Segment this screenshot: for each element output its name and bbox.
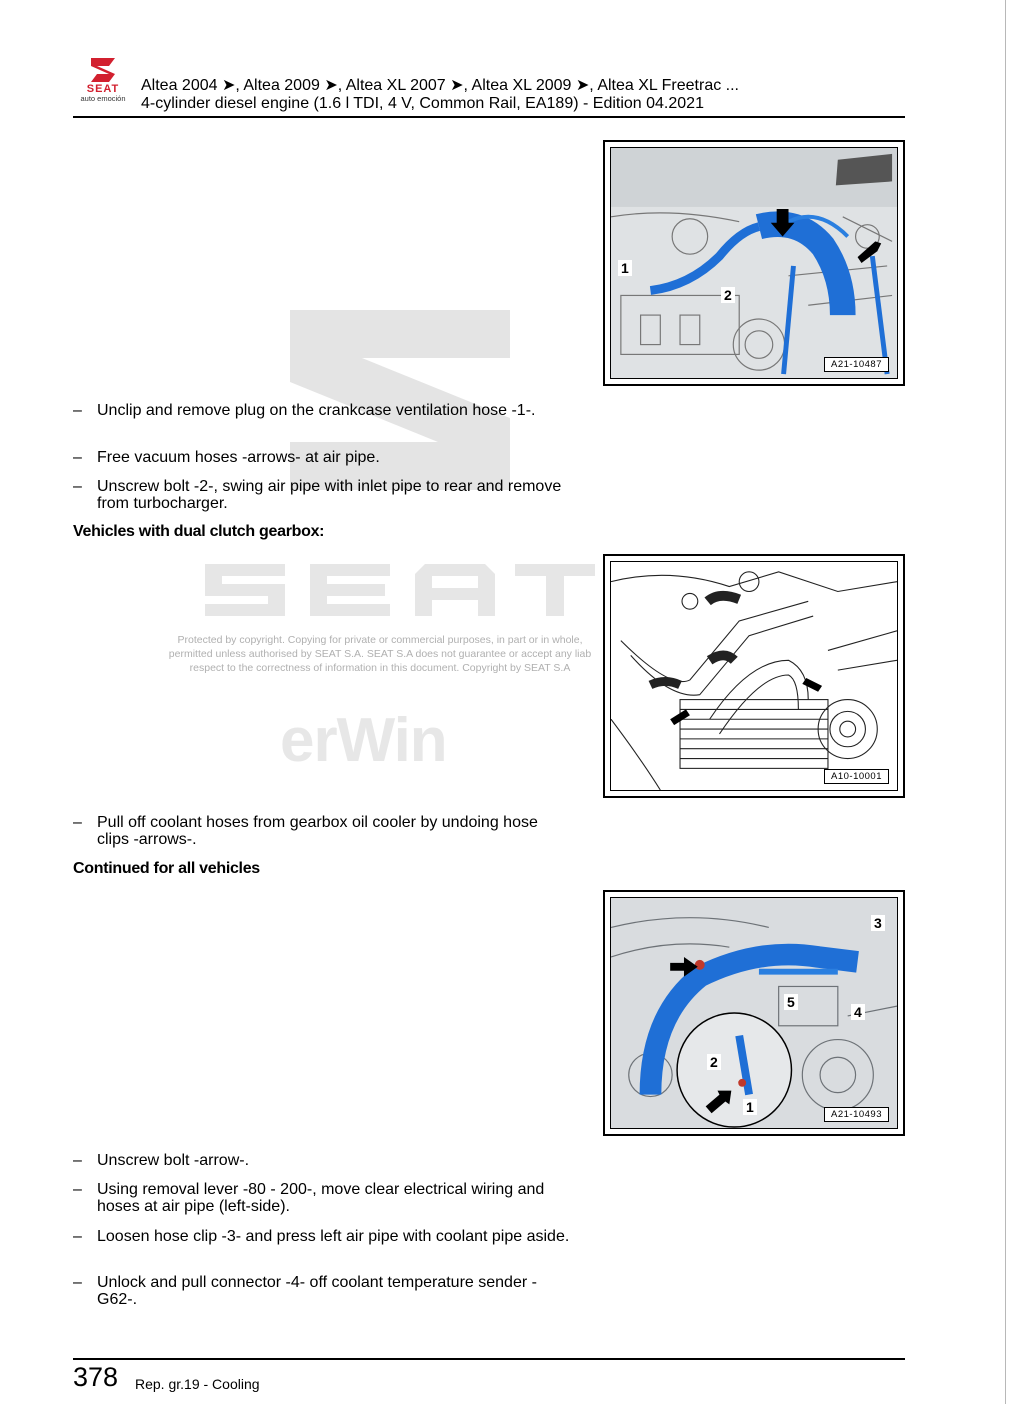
logo-tagline: auto emoción [80,94,126,103]
figure-id: A21-10487 [824,357,889,372]
figure-image [610,147,898,379]
callout-1: 1 [618,260,632,276]
watermark-copyright: Protected by copyright. Copying for private or commercial purposes, in part or in whole, permitted unless authorised by SEAT S.A. SEAT S.A does not guarantee or accept any liab respect to the correctness of information in this document. Copyright by SEAT S.A [168,634,592,674]
footer-section: Rep. gr.19 - Cooling [135,1376,260,1392]
figure-crankcase-ventilation [603,140,905,386]
seat-logo [74,56,136,106]
callout-3: 3 [871,915,885,931]
page-number: 378 [73,1362,119,1392]
page-edge-line [1005,0,1006,1404]
callout-2: 2 [721,287,735,303]
logo-brand-text: SEAT [86,83,120,95]
figure-air-pipe [603,890,905,1136]
seat-logo-icon [74,56,132,84]
figure-id: A10-10001 [824,769,889,784]
footer-rule [73,1358,905,1360]
subhead-continued: Continued for all vehicles [73,860,260,877]
callout-4: 4 [851,1004,865,1020]
subhead-dual-clutch: Vehicles with dual clutch gearbox: [73,523,325,540]
watermark-s-logo [284,302,516,498]
header-models: Altea 2004 ➤, Altea 2009 ➤, Altea XL 2007 ➤, Altea XL 2009 ➤, Altea XL Freetrac ... [141,77,739,94]
callout-1: 1 [743,1099,757,1115]
callout-2: 2 [707,1054,721,1070]
watermark-seat-wordmark [200,560,600,620]
watermark-erwin: erWin [280,706,447,775]
header-rule [73,116,905,118]
figure-image [610,561,898,791]
figure-gearbox-oil-cooler [603,554,905,798]
figure-id: A21-10493 [824,1107,889,1122]
callout-5: 5 [784,994,798,1010]
header-engine: 4-cylinder diesel engine (1.6 l TDI, 4 V, Common Rail, EA189) - Edition 04.2021 [141,95,704,112]
